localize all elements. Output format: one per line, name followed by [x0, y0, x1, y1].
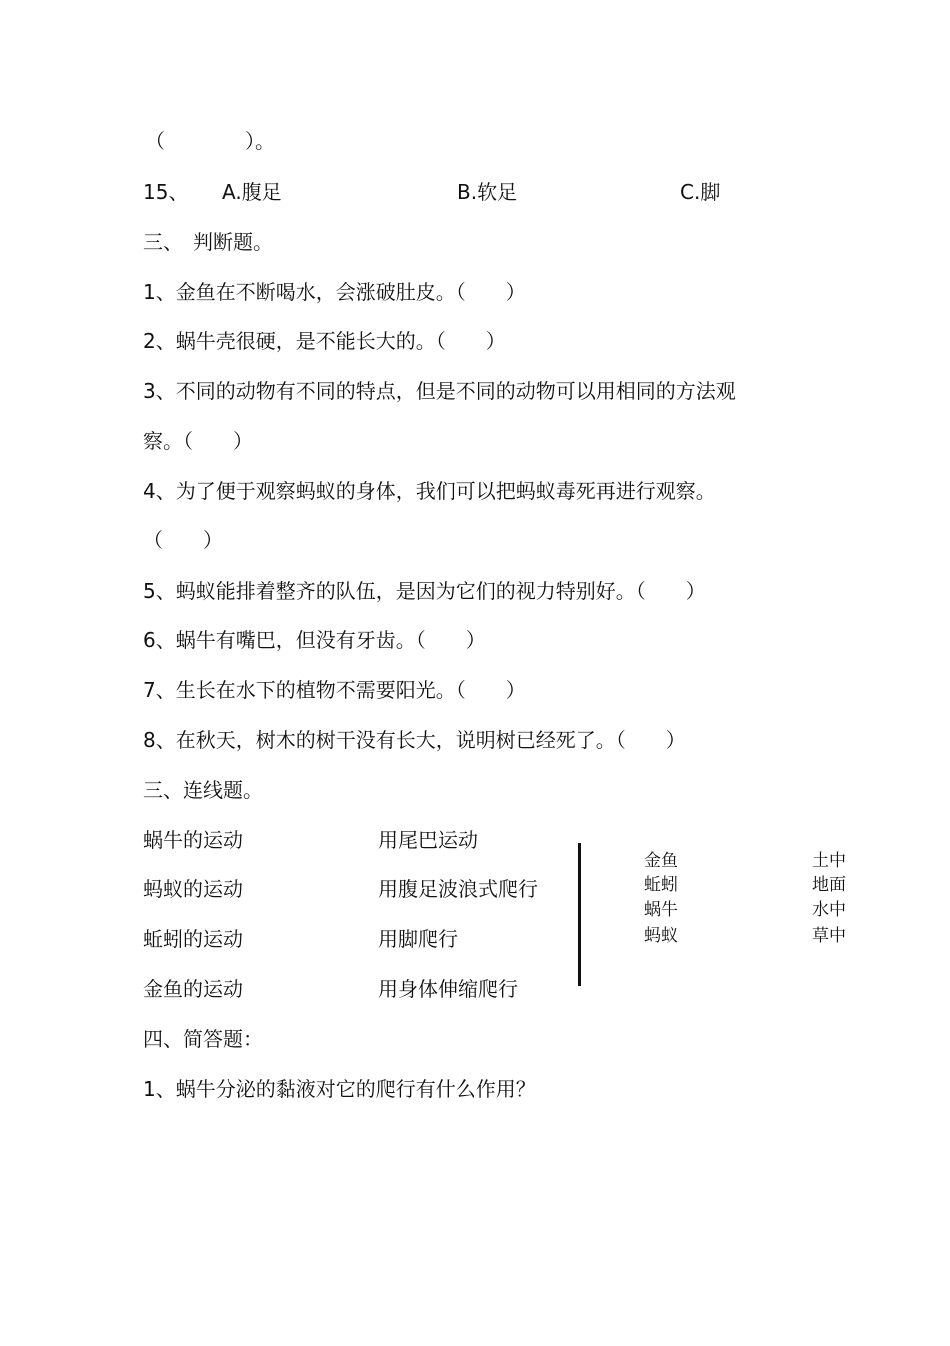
column-divider: [578, 843, 581, 986]
judgement-item: 2、蜗牛壳很硬，是不能长大的。（ ）: [143, 329, 506, 353]
animal-item: 金鱼: [644, 851, 678, 871]
judgement-item: 8、在秋天，树木的树干没有长大，说明树已经死了。（ ）: [143, 728, 686, 752]
q15-option-b: B.软足: [457, 180, 518, 204]
judgement-item: 6、蜗牛有嘴巴，但没有牙齿。（ ）: [143, 628, 486, 652]
matching-left-item: 金鱼的运动: [143, 977, 243, 1001]
q15-answer-blank: （ ）。: [145, 129, 275, 153]
matching-heading: 三、连线题。: [143, 778, 263, 802]
habitat-item: 土中: [812, 851, 846, 871]
animal-item: 蜗牛: [644, 900, 678, 920]
judgement-item: 1、金鱼在不断喝水，会涨破肚皮。（ ）: [143, 280, 526, 304]
judgement-item: 3、不同的动物有不同的特点，但是不同的动物可以用相同的方法观: [143, 379, 736, 403]
q15-number: 15、: [143, 180, 189, 204]
matching-left-item: 蚯蚓的运动: [143, 927, 243, 951]
animal-item: 蚯蚓: [644, 875, 678, 895]
matching-right-item: 用身体伸缩爬行: [378, 977, 518, 1001]
matching-left-item: 蚂蚁的运动: [143, 877, 243, 901]
habitat-item: 水中: [812, 900, 846, 920]
animal-item: 蚂蚁: [644, 926, 678, 946]
judgement-item: 4、为了便于观察蚂蚁的身体，我们可以把蚂蚁毒死再进行观察。: [143, 479, 716, 503]
q15-option-a: A.腹足: [222, 180, 282, 204]
judgement-item: 7、生长在水下的植物不需要阳光。（ ）: [143, 678, 526, 702]
judgement-item: （ ）: [143, 528, 223, 552]
habitat-item: 地面: [812, 875, 846, 895]
judgement-item: 察。（ ）: [143, 429, 253, 453]
habitat-item: 草中: [812, 926, 846, 946]
judgement-item: 5、蚂蚁能排着整齐的队伍，是因为它们的视力特别好。（ ）: [143, 579, 706, 603]
matching-left-item: 蜗牛的运动: [143, 828, 243, 852]
judgement-heading: 三、 判断题。: [143, 230, 273, 254]
matching-right-item: 用腹足波浪式爬行: [378, 877, 538, 901]
q15-option-c: C.脚: [680, 180, 721, 204]
short-answer-item: 1、蜗牛分泌的黏液对它的爬行有什么作用？: [143, 1077, 536, 1101]
matching-right-item: 用脚爬行: [378, 927, 458, 951]
matching-right-item: 用尾巴运动: [378, 828, 478, 852]
short-answer-heading: 四、简答题：: [143, 1027, 263, 1051]
